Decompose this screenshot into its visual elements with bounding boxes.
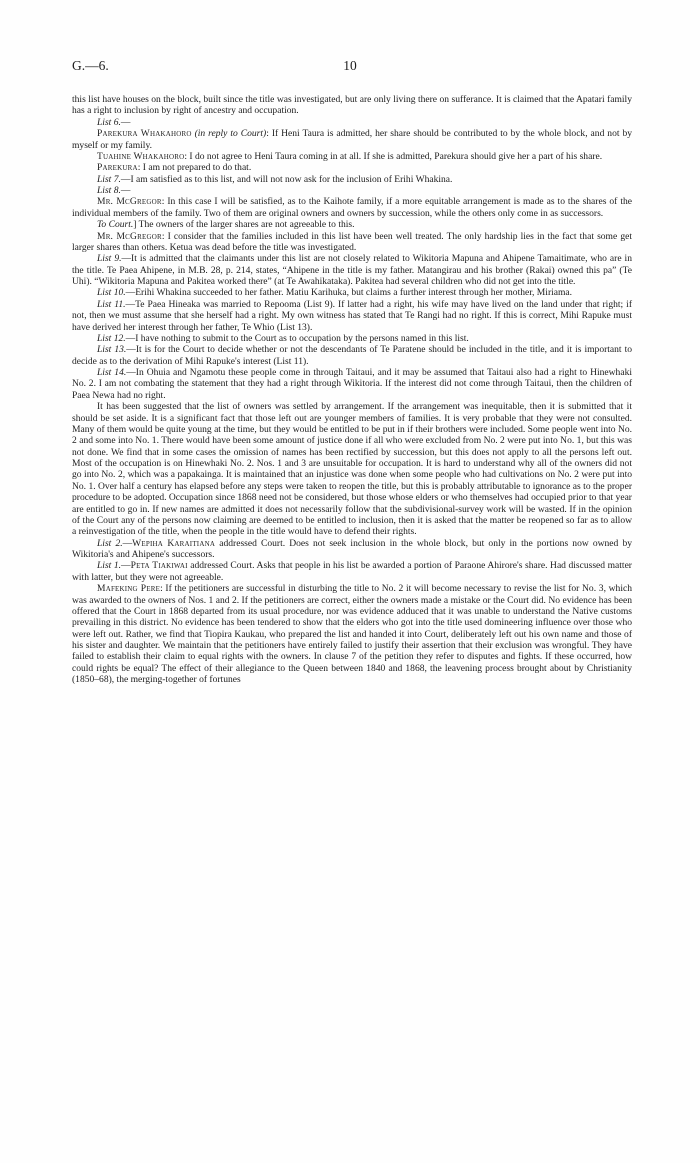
- paragraph: [72, 333, 632, 344]
- paragraph-text: : I do not agree to Heni Taura coming in at all. If she is admitted, Parekura should give her a part of his share.: [184, 150, 603, 162]
- speaker-name: Mr. McGregor: [97, 230, 162, 242]
- paragraph-text: : I am not prepared to do that.: [137, 162, 252, 174]
- speaker-name: Tuahine Whakahoro: [97, 150, 185, 162]
- paragraph-text: —: [122, 537, 133, 549]
- paragraph-text: : In this case I will be satisfied, as to the Kaihote family, if a more equitable arrangement is made as to the shares of the individual members of the family. Two of them are original owners and owners by succession, while the others only come in as successors.: [72, 196, 632, 219]
- paragraph: [72, 560, 632, 583]
- speaker-note: (in reply to Court): [194, 128, 267, 140]
- list-heading: List 13.: [97, 344, 127, 356]
- list-heading: List 11.: [97, 298, 126, 310]
- paragraph: [72, 367, 632, 401]
- paragraph: [72, 344, 632, 367]
- paragraph-text: this list have houses on the block, built since the title was investigated, but are only living there on sufferance. It is claimed that the Apatari family has a right to inclusion by right of ancestry and occupation.: [72, 94, 632, 117]
- paragraph-text: —: [120, 185, 131, 196]
- paragraph: [72, 128, 632, 151]
- page-header: [72, 58, 628, 78]
- paragraph-text: addressed Court. Asks that people in his list be awarded a portion of Paraone Ahirore's share. Had discussed matter with latter, but they were not agreeable.: [72, 560, 632, 583]
- paragraph: [72, 94, 632, 117]
- document-body: [72, 94, 632, 686]
- paragraph: [72, 196, 632, 219]
- paragraph-text: —: [121, 560, 131, 572]
- list-heading: List 10.: [97, 287, 126, 299]
- list-heading: List 2.: [97, 537, 123, 549]
- paragraph-text: —: [120, 116, 131, 128]
- list-heading: To Court.: [97, 219, 134, 231]
- paragraph: [72, 185, 632, 196]
- speaker-name: Peta Tiakiwai: [130, 560, 188, 572]
- paragraph-text: —I am satisfied as to this list, and will not now ask for the inclusion of Erihi Whakina.: [120, 173, 453, 185]
- paragraph: [72, 117, 632, 128]
- speaker-name: Wepiha Karaitiana: [132, 537, 216, 549]
- paragraph-text: ] The owners of the larger shares are not agreeable to this.: [133, 219, 355, 231]
- paragraph-text: —It is for the Court to decide whether or not the descendants of Te Paratene should be included in the title, and it is important to decide as to the derivation of Mihi Rapuke's interest (List 11).: [72, 344, 633, 367]
- paragraph: [72, 299, 632, 333]
- paragraph: [72, 538, 632, 561]
- speaker-name: Mafeking Pere: [97, 583, 161, 595]
- paragraph-text: —In Ohuia and Ngamotu these people come in through Taitaui, and it may be assumed that Taitaui also had a right to Hinewhaki No. 2. I am not combating the statement that they had a right through Wikitoria. If the interest did not come through Taitaui, then the children of Paea Newa had no right.: [72, 367, 632, 401]
- paragraph-text: —Erihi Whakina succeeded to her father. Matiu Karihuka, but claims a further interest through her mother, Miriama.: [125, 287, 573, 299]
- list-heading: List 12.: [97, 332, 126, 344]
- document-reference: G.—6.: [72, 58, 109, 73]
- paragraph-text: It has been suggested that the list of owners was settled by arrangement. If the arrangement was inequitable, then it is submitted that it should be set aside. It is a significant fact that those left out are younger members of families. It is very probable that they were not consulted. Many of them would be quite young at the time, but they would be entitled to be put in if their brothers were included. Some people went into No. 2 and some into No. 1. There would have been some amount of justice done if all who were excluded from No. 2 were put into No. 1, but this was not done. We find that in some cases the omission of names has been rectified by succession, but this does not apply to all the persons left out. Most of the occupation is on Hinewhaki No. 2. Nos. 1 and 3 are unsuitable for occupation. It is hard to understand why all of the owners did not go into No. 2, which was a papakainga. It is maintained that an injustice was done when some people who had cultivations on No. 2 were put into No. 1. Over half a century has elapsed before any steps were taken to reopen the title, but this is probably attributable to ignorance as to the proper procedure to be adopted. Occupation since 1868 need not be considered, but those whose elders or who themselves had occupied prior to that year are entitled to go in. If new names are admitted it does not necessarily follow that the subdivisional-survey work will be wasted. If in the opinion of the Court any of the persons now claiming are deemed to be entitled to inclusion, then it is asked that the matter be reopened so far as to allow a reinvestigation of the title, when the people in the title would have to defend their rights.: [72, 401, 632, 538]
- list-heading: List 6.: [97, 116, 121, 128]
- list-heading: List 8.: [97, 185, 121, 196]
- paragraph-text: —It is admitted that the claimants under this list are not closely related to Wikitoria Mapuna and Ahipene Tamaitimate, who are in the title. Te Paea Ahipene, in M.B. 28, p. 214, states, “Ahipene in the title is my father. Matangirau and his brother (Rakai) owned this pa” (Te Uhi). “Wikitoria Mapuna and Pakitea worked there” (at Te Awahikataka). Pakitea had several children who did not get into the title.: [72, 253, 632, 287]
- paragraph: [72, 583, 632, 685]
- paragraph: [72, 287, 632, 298]
- paragraph: [72, 231, 632, 254]
- paragraph: [72, 162, 632, 173]
- speaker-name: Mr. McGregor: [97, 196, 162, 208]
- paragraph: [72, 151, 632, 162]
- paragraph-text: —Te Paea Hineaka was married to Repooma (List 9). If latter had a right, his wife may have lived on the land under that right; if not, then we must assume that she herself had a right. My own witness has stated that Te Rangi had no right. If this is correct, Mihi Rapuke must have derived her interest through her father, Te Whio (List 13).: [72, 298, 632, 333]
- list-heading: List 7.: [97, 173, 121, 185]
- paragraph: [72, 219, 632, 230]
- speaker-name: Parekura: [97, 162, 138, 174]
- list-heading: List 9.: [97, 253, 122, 265]
- list-heading: List 1.: [97, 560, 122, 572]
- paragraph-text: : I consider that the families included in this list have been well treated. The only hardship lies in the fact that some get larger shares than others. Ketua was dead before the title was investigated.: [72, 230, 632, 253]
- paragraph: [72, 174, 632, 185]
- paragraph-text: —I have nothing to submit to the Court as to occupation by the persons named in this list.: [125, 332, 469, 344]
- paragraph: [72, 401, 632, 538]
- list-heading: List 14.: [97, 367, 127, 378]
- page-number: 10: [343, 58, 357, 73]
- paragraph-text: : If Heni Taura is admitted, her share should be contributed to by the whole block, and not by myself or my family.: [72, 128, 633, 151]
- paragraph-text: : If the petitioners are successful in disturbing the title to No. 2 it will become necessary to revise the list for No. 3, which was awarded to the owners of Nos. 1 and 2. If the petitioners are correct, either the owners made a mistake or the Court did. No evidence has been offered that the Court in 1868 departed from its usual procedure, nor was evidence adduced that it was unable to understand the Native customs prevailing in this district. No evidence has been tendered to show that the elders who got into the title used domineering influence over those who were left out. Rather, we find that Tiopira Kaukau, who prepared the list and handed it into Court, deliberately left out his own name and those of his sister and daughter. We maintain that the petitioners have entirely failed to justify their assertion that their exclusion was wrongful. They have failed to establish their claim to equal rights with the owners. In clause 7 of the petition they refer to disputes and fights. If these occurred, how could rights be equal? The effect of their allegiance to the Queen between 1840 and 1868, the leavening process brought about by Christianity (1850–68), the merging-together of fortunes: [72, 583, 632, 686]
- paragraph-text: addressed Court. Does not seek inclusion in the whole block, but only in the portions now owned by Wikitoria's and Ahipene's successors.: [72, 537, 632, 560]
- paragraph: [72, 253, 632, 287]
- speaker-name: Parekura Whakahoro: [97, 128, 192, 140]
